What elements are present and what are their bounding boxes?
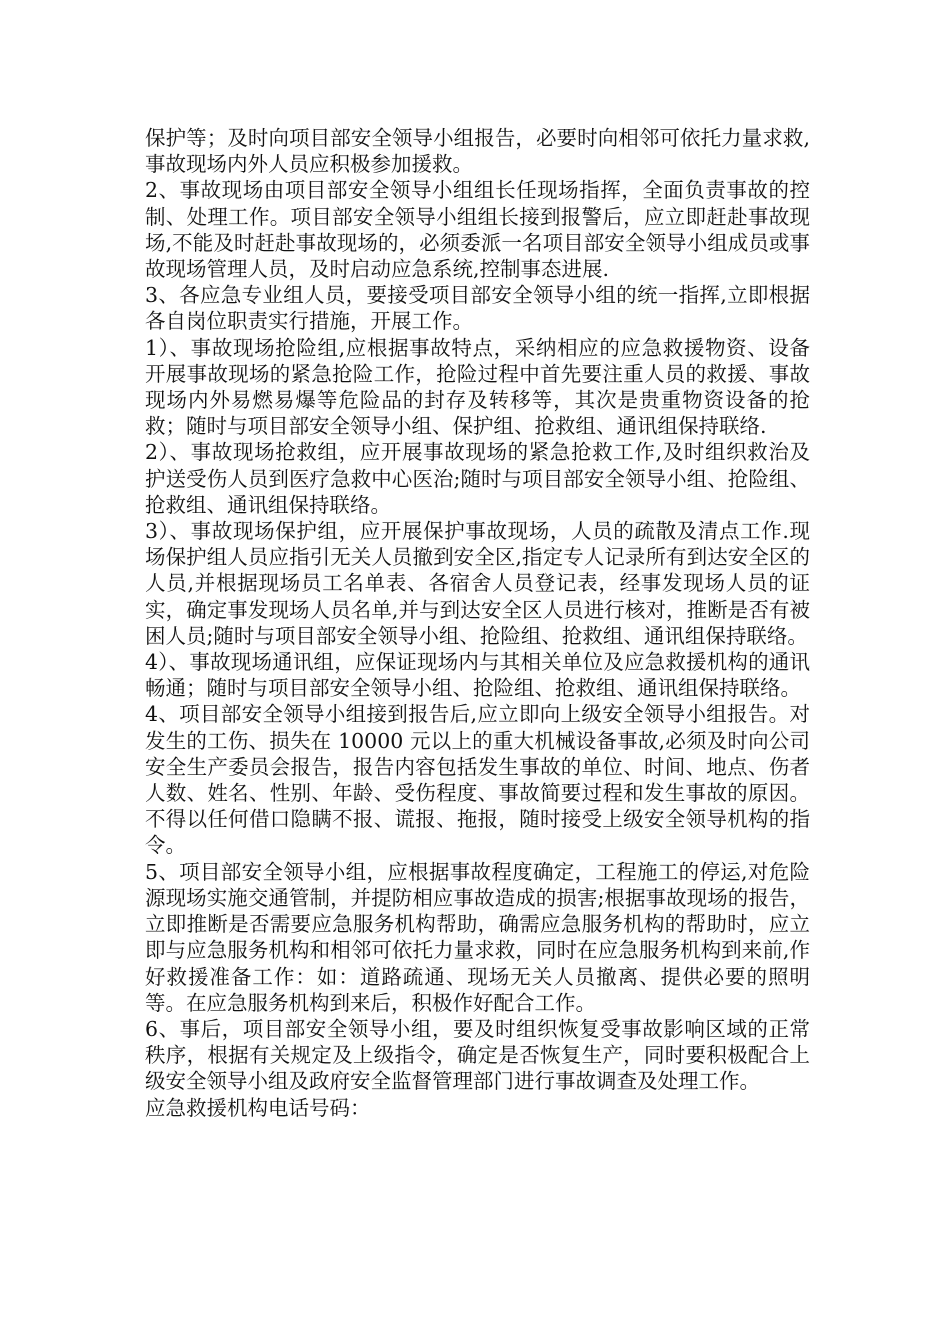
paragraph-subitem-4: 4）、事故现场通讯组，应保证现场内与其相关单位及应急救援机构的通讯畅通；随时与项目部安全领导小组、抢险组、抢救组、通讯组保持联络。 <box>145 650 810 701</box>
paragraph-item-6: 6、事后，项目部安全领导小组，要及时组织恢复受事故影响区域的正常秩序，根据有关规定及上级指令，确定是否恢复生产，同时要积极配合上级安全领导小组及政府安全监督管理部门进行事故调查及处理工作。 <box>145 1016 810 1094</box>
paragraph-item-4: 4、项目部安全领导小组接到报告后,应立即向上级安全领导小组报告。对发生的工伤、损失在 10000 元以上的重大机械设备事故,必须及时向公司安全生产委员会报告，报告内容包括发生事故的单位、时间、地点、伤者人数、姓名、性别、年龄、受伤程度、事故简要过程和发生事故的原因。不得以任何借口隐瞒不报、谎报、拖报，随时接受上级安全领导机构的指令。 <box>145 702 810 858</box>
paragraph-item-2: 2、事故现场由项目部安全领导小组组长任现场指挥，全面负责事故的控制、处理工作。项目部安全领导小组组长接到报警后，应立即赶赴事故现场,不能及时赶赴事故现场的，必须委派一名项目部安全领导小组成员或事故现场管理人员，及时启动应急系统,控制事态进展. <box>145 178 810 282</box>
paragraph-phone-heading: 应急救援机构电话号码： <box>145 1095 371 1120</box>
paragraph-item-5: 5、项目部安全领导小组，应根据事故程度确定，工程施工的停运,对危险源现场实施交通管制，并提防相应事故造成的损害;根据事故现场的报告，立即推断是否需要应急服务机构帮助，确需应急服务机构的帮助时，应立即与应急服务机构和相邻可依托力量求救，同时在应急服务机构到来前,作好救援准备工作：如：道路疏通、现场无关人员撤离、提供必要的照明等。在应急服务机构到来后，积极作好配合工作。 <box>145 859 810 1015</box>
paragraph-continuation: 保护等；及时向项目部安全领导小组报告，必要时向相邻可依托力量求救,事故现场内外人员应积极参加援救。 <box>145 126 810 177</box>
paragraph-subitem-1: 1）、事故现场抢险组,应根据事故特点，采纳相应的应急救援物资、设备开展事故现场的紧急抢险工作，抢险过程中首先要注重人员的救援、事故现场内外易燃易爆等危险品的封存及转移等，其次是贵重物资设备的抢救；随时与项目部安全领导小组、保护组、抢救组、通讯组保持联络. <box>145 335 810 439</box>
paragraph-subitem-3: 3）、事故现场保护组，应开展保护事故现场，人员的疏散及清点工作.现场保护组人员应指引无关人员撤到安全区,指定专人记录所有到达安全区的人员,并根据现场员工名单表、各宿舍人员登记表，经事发现场人员的证实，确定事发现场人员名单,并与到达安全区人员进行核对，推断是否有被困人员;随时与项目部安全领导小组、抢险组、抢救组、通讯组保持联络。 <box>145 519 810 648</box>
paragraph-item-3: 3、各应急专业组人员，要接受项目部安全领导小组的统一指挥,立即根据各自岗位职责实行措施，开展工作。 <box>145 283 810 334</box>
document-body <box>145 125 810 1121</box>
paragraph-subitem-2: 2）、事故现场抢救组，应开展事故现场的紧急抢救工作,及时组织救治及护送受伤人员到医疗急救中心医治;随时与项目部安全领导小组、抢险组、抢救组、通讯组保持联络。 <box>145 440 810 517</box>
